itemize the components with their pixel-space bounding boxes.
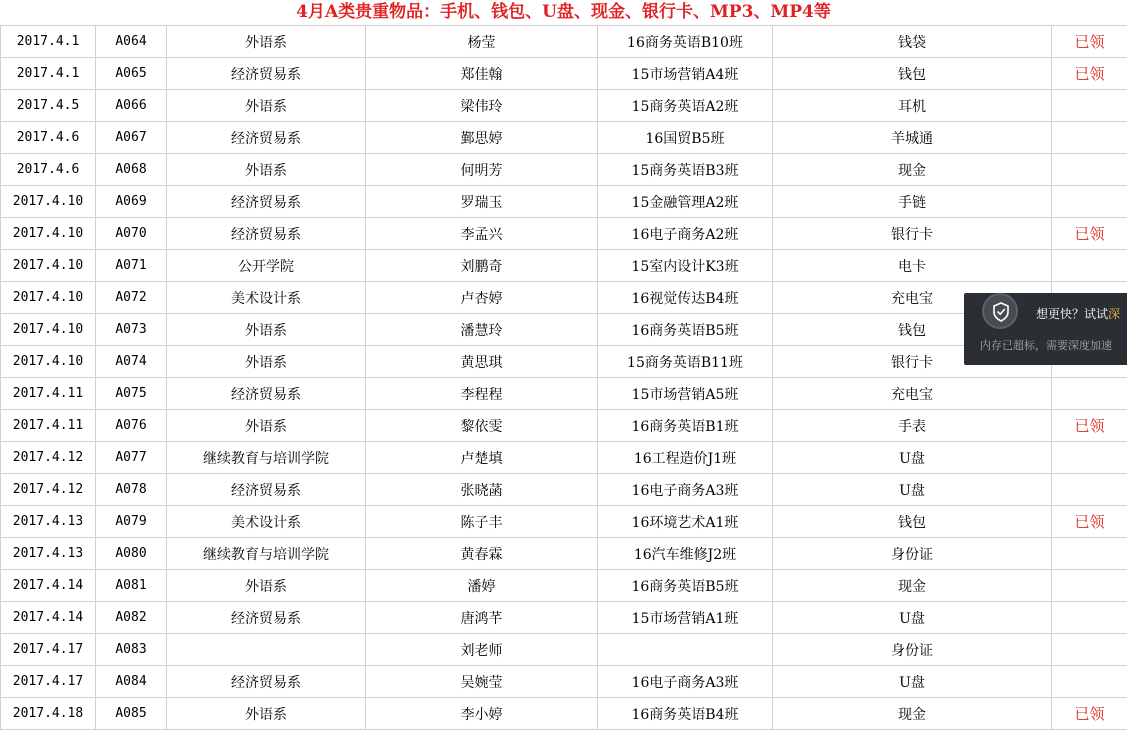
row-class[interactable]: 16视觉传达B4班 [598,282,773,314]
row-code[interactable]: A070 [96,218,167,250]
sheet-title: 4月A类贵重物品：手机、钱包、U盘、现金、银行卡、MP3、MP4等 [296,2,831,22]
row-code[interactable]: A071 [96,250,167,282]
row-item[interactable]: U盘 [773,602,1052,634]
row-code[interactable]: A081 [96,570,167,602]
row-item[interactable]: 耳机 [773,90,1052,122]
table-row [1,474,1127,506]
row-class[interactable]: 15商务英语B11班 [598,346,773,378]
row-status[interactable] [1052,378,1127,410]
row-department[interactable]: 美术设计系 [167,506,366,538]
row-department[interactable]: 经济贸易系 [167,218,366,250]
table-row [1,602,1127,634]
row-status[interactable] [1052,666,1127,698]
row-date[interactable]: 2017.4.17 [1,666,96,698]
row-class[interactable]: 16商务英语B1班 [598,410,773,442]
row-department[interactable]: 经济贸易系 [167,474,366,506]
table-row [1,570,1127,602]
table-row [1,218,1127,250]
row-department[interactable]: 外语系 [167,154,366,186]
row-name[interactable]: 黄思琪 [366,346,598,378]
table-row [1,250,1127,282]
row-department[interactable]: 外语系 [167,410,366,442]
row-item[interactable]: 银行卡 [773,218,1052,250]
row-item[interactable]: U盘 [773,474,1052,506]
row-code[interactable]: A083 [96,634,167,666]
row-code[interactable]: A080 [96,538,167,570]
table-row [1,282,1127,314]
shield-check-icon [982,293,1018,329]
row-date[interactable]: 2017.4.17 [1,634,96,666]
row-item[interactable]: 手表 [773,410,1052,442]
row-date[interactable]: 2017.4.12 [1,474,96,506]
row-department[interactable]: 经济贸易系 [167,666,366,698]
row-status[interactable] [1052,122,1127,154]
row-name[interactable]: 张晓菡 [366,474,598,506]
row-name[interactable]: 黄春霖 [366,538,598,570]
row-item[interactable]: U盘 [773,666,1052,698]
row-code[interactable]: A069 [96,186,167,218]
table-row [1,58,1127,90]
row-date[interactable]: 2017.4.10 [1,314,96,346]
row-department[interactable]: 经济贸易系 [167,122,366,154]
table-row [1,698,1127,730]
row-item[interactable]: 身份证 [773,538,1052,570]
table-row [1,378,1127,410]
row-class[interactable]: 16汽车维修J2班 [598,538,773,570]
row-code[interactable]: A079 [96,506,167,538]
row-item[interactable]: 银行卡 [773,346,1052,378]
row-name[interactable]: 卢楚填 [366,442,598,474]
row-status[interactable] [1052,538,1127,570]
row-status[interactable] [1052,186,1127,218]
lost-items-table [0,25,1127,730]
row-item[interactable]: 羊城通 [773,122,1052,154]
row-department[interactable]: 外语系 [167,346,366,378]
row-name[interactable]: 李孟兴 [366,218,598,250]
row-code[interactable]: A064 [96,26,167,58]
row-status[interactable]: 已领 [1052,26,1127,58]
row-status[interactable] [1052,442,1127,474]
popup-title-highlight[interactable]: 深 [1108,307,1121,321]
row-department[interactable]: 经济贸易系 [167,186,366,218]
row-name[interactable]: 陈子丰 [366,506,598,538]
row-item[interactable]: 身份证 [773,634,1052,666]
row-department[interactable]: 外语系 [167,26,366,58]
row-class[interactable]: 16商务英语B4班 [598,698,773,730]
table-row [1,154,1127,186]
row-date[interactable]: 2017.4.10 [1,218,96,250]
table-row [1,314,1127,346]
row-status[interactable]: 已领 [1052,218,1127,250]
row-class[interactable]: 16工程造价J1班 [598,442,773,474]
row-department[interactable]: 继续教育与培训学院 [167,538,366,570]
row-code[interactable]: A072 [96,282,167,314]
row-status[interactable]: 已领 [1052,58,1127,90]
row-class[interactable]: 15市场营销A5班 [598,378,773,410]
row-status[interactable] [1052,602,1127,634]
row-item[interactable]: 钱包 [773,58,1052,90]
row-class[interactable]: 16电子商务A2班 [598,218,773,250]
table-row [1,634,1127,666]
row-name[interactable]: 李小婷 [366,698,598,730]
row-code[interactable]: A067 [96,122,167,154]
popup-subtitle: 内存已超标，需要深度加速 [980,339,1112,352]
row-name[interactable]: 李程程 [366,378,598,410]
row-department[interactable]: 经济贸易系 [167,58,366,90]
row-date[interactable]: 2017.4.14 [1,602,96,634]
row-name[interactable]: 卢杏婷 [366,282,598,314]
row-date[interactable]: 2017.4.11 [1,410,96,442]
table-row [1,442,1127,474]
row-date[interactable]: 2017.4.6 [1,122,96,154]
row-status[interactable]: 已领 [1052,506,1127,538]
row-name[interactable]: 鄞思婷 [366,122,598,154]
popup-title [1036,305,1120,322]
row-department[interactable]: 外语系 [167,570,366,602]
row-item[interactable]: 充电宝 [773,378,1052,410]
table-body [1,26,1127,730]
row-status[interactable] [1052,90,1127,122]
popup-title-prefix: 想更快？试试 [1036,307,1109,321]
table-row [1,538,1127,570]
row-class[interactable]: 16商务英语B5班 [598,314,773,346]
row-department[interactable]: 经济贸易系 [167,602,366,634]
row-item[interactable]: 现金 [773,570,1052,602]
row-name[interactable]: 杨莹 [366,26,598,58]
row-class[interactable] [598,634,773,666]
table-row [1,666,1127,698]
table-row [1,186,1127,218]
row-date[interactable]: 2017.4.10 [1,186,96,218]
row-class[interactable]: 15金融管理A2班 [598,186,773,218]
row-name[interactable]: 刘鹏奇 [366,250,598,282]
table-row [1,506,1127,538]
row-code[interactable]: A082 [96,602,167,634]
row-department[interactable]: 公开学院 [167,250,366,282]
row-name[interactable]: 何明芳 [366,154,598,186]
row-department[interactable]: 外语系 [167,90,366,122]
row-code[interactable]: A076 [96,410,167,442]
row-department[interactable] [167,634,366,666]
row-class[interactable]: 16国贸B5班 [598,122,773,154]
row-class[interactable]: 16商务英语B10班 [598,26,773,58]
row-class[interactable]: 15市场营销A4班 [598,58,773,90]
row-name[interactable]: 黎依雯 [366,410,598,442]
row-date[interactable]: 2017.4.10 [1,282,96,314]
row-department[interactable]: 外语系 [167,314,366,346]
row-class[interactable]: 16电子商务A3班 [598,666,773,698]
row-status[interactable] [1052,154,1127,186]
table-row [1,26,1127,58]
table-row [1,346,1127,378]
row-code[interactable]: A085 [96,698,167,730]
row-code[interactable]: A065 [96,58,167,90]
row-name[interactable]: 潘慧玲 [366,314,598,346]
row-status[interactable] [1052,634,1127,666]
table-row [1,122,1127,154]
row-status[interactable] [1052,250,1127,282]
row-department[interactable]: 继续教育与培训学院 [167,442,366,474]
table-row [1,90,1127,122]
row-status[interactable] [1052,570,1127,602]
row-name[interactable]: 刘老师 [366,634,598,666]
row-code[interactable]: A073 [96,314,167,346]
row-date[interactable]: 2017.4.1 [1,26,96,58]
row-item[interactable]: 充电宝 [773,282,1052,314]
row-date[interactable]: 2017.4.1 [1,58,96,90]
row-code[interactable]: A068 [96,154,167,186]
row-date[interactable]: 2017.4.11 [1,378,96,410]
row-status[interactable]: 已领 [1052,410,1127,442]
row-date[interactable]: 2017.4.13 [1,538,96,570]
row-item[interactable]: 钱包 [773,506,1052,538]
row-date[interactable]: 2017.4.10 [1,250,96,282]
row-date[interactable]: 2017.4.14 [1,570,96,602]
row-code[interactable]: A066 [96,90,167,122]
row-date[interactable]: 2017.4.5 [1,90,96,122]
row-date[interactable]: 2017.4.6 [1,154,96,186]
row-code[interactable]: A078 [96,474,167,506]
row-name[interactable]: 梁伟玲 [366,90,598,122]
row-name[interactable]: 吴婉莹 [366,666,598,698]
row-date[interactable]: 2017.4.12 [1,442,96,474]
row-date[interactable]: 2017.4.13 [1,506,96,538]
row-item[interactable]: 现金 [773,154,1052,186]
table-row [1,410,1127,442]
row-name[interactable]: 郑佳翰 [366,58,598,90]
row-status[interactable] [1052,474,1127,506]
row-date[interactable]: 2017.4.18 [1,698,96,730]
row-class[interactable]: 16电子商务A3班 [598,474,773,506]
row-class[interactable]: 16环境艺术A1班 [598,506,773,538]
row-code[interactable]: A075 [96,378,167,410]
row-item[interactable]: U盘 [773,442,1052,474]
row-item[interactable]: 钱袋 [773,26,1052,58]
row-code[interactable]: A074 [96,346,167,378]
row-class[interactable]: 15商务英语A2班 [598,90,773,122]
row-item[interactable]: 现金 [773,698,1052,730]
row-date[interactable]: 2017.4.10 [1,346,96,378]
row-code[interactable]: A084 [96,666,167,698]
row-class[interactable]: 15市场营销A1班 [598,602,773,634]
row-class[interactable]: 15商务英语B3班 [598,154,773,186]
row-department[interactable]: 经济贸易系 [167,378,366,410]
row-name[interactable]: 潘婷 [366,570,598,602]
row-item[interactable]: 手链 [773,186,1052,218]
row-name[interactable]: 罗瑞玉 [366,186,598,218]
row-class[interactable]: 16商务英语B5班 [598,570,773,602]
speedup-popup[interactable] [964,293,1127,365]
row-status[interactable]: 已领 [1052,698,1127,730]
row-class[interactable]: 15室内设计K3班 [598,250,773,282]
row-code[interactable]: A077 [96,442,167,474]
row-name[interactable]: 唐鸿芊 [366,602,598,634]
row-item[interactable]: 钱包 [773,314,1052,346]
row-item[interactable]: 电卡 [773,250,1052,282]
row-department[interactable]: 美术设计系 [167,282,366,314]
row-department[interactable]: 外语系 [167,698,366,730]
